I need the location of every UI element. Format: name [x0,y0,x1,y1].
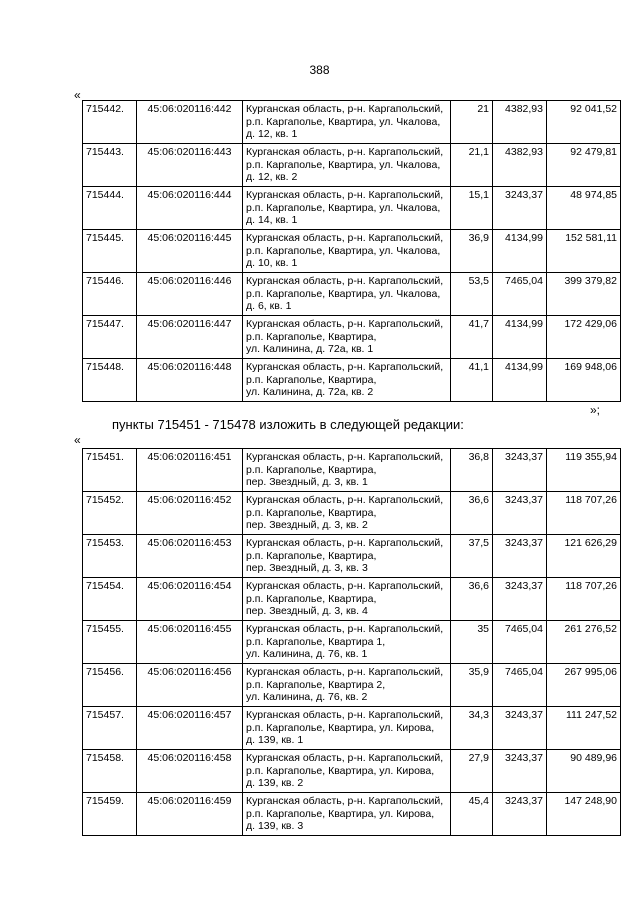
address-line: Курганская область, р-н. Каргапольский, [246,275,444,287]
cadastral-number-cell: 45:06:020116:447 [137,316,243,359]
unit-price-cell: 3243,37 [493,750,547,793]
property-table-2-body [83,449,621,836]
area-cell: 36,9 [451,230,493,273]
row-number-cell: 715457. [83,707,137,750]
row-number-cell: 715458. [83,750,137,793]
address-line: р.п. Каргаполье, Квартира, [246,330,377,343]
unit-price-cell: 7465,04 [493,664,547,707]
unit-price-cell: 4134,99 [493,359,547,402]
address-line: р.п. Каргаполье, Квартира, ул. Кирова, [246,721,435,734]
address-line: пер. Звездный, д. 3, кв. 4 [246,605,368,617]
address-line: ул. Калинина, д. 72а, кв. 1 [246,343,374,355]
total-value-cell: 399 379,82 [547,273,621,316]
address-line: Курганская область, р-н. Каргапольский, [246,146,444,158]
unit-price-cell: 3243,37 [493,492,547,535]
table-row [83,664,621,707]
address-line: д. 12, кв. 2 [246,171,298,183]
unit-price-cell: 3243,37 [493,449,547,492]
address-line: Курганская область, р-н. Каргапольский, [246,537,444,549]
total-value-cell: 121 626,29 [547,535,621,578]
address-cell [243,449,451,492]
address-line: р.п. Каргаполье, Квартира, [246,549,377,562]
address-line: Курганская область, р-н. Каргапольский, [246,451,444,463]
total-value-cell: 172 429,06 [547,316,621,359]
cadastral-number-cell: 45:06:020116:443 [137,144,243,187]
address-line: р.п. Каргаполье, Квартира, ул. Чкалова, [246,158,441,171]
address-line: Курганская область, р-н. Каргапольский, [246,752,444,764]
area-cell: 27,9 [451,750,493,793]
row-number-cell: 715446. [83,273,137,316]
page-number: 388 [309,63,330,77]
address-line: Курганская область, р-н. Каргапольский, [246,666,444,678]
table-row [83,273,621,316]
address-cell [243,316,451,359]
address-line: д. 139, кв. 2 [246,777,304,789]
area-cell: 41,1 [451,359,493,402]
total-value-cell: 152 581,11 [547,230,621,273]
area-cell: 36,6 [451,492,493,535]
address-line: р.п. Каргаполье, Квартира 1, [246,635,386,648]
address-line: Курганская область, р-н. Каргапольский, [246,189,444,201]
row-number-cell: 715455. [83,621,137,664]
opening-quote-2: « [74,433,81,447]
row-number-cell: 715453. [83,535,137,578]
address-line: д. 14, кв. 1 [246,214,298,226]
table-row [83,492,621,535]
address-line: ул. Калинина, д. 76, кв. 1 [246,648,368,660]
total-value-cell: 119 355,94 [547,449,621,492]
closing-quote: »; [590,403,601,417]
address-line: д. 139, кв. 3 [246,820,304,832]
area-cell: 36,8 [451,449,493,492]
area-cell: 15,1 [451,187,493,230]
unit-price-cell: 4134,99 [493,316,547,359]
address-line: р.п. Каргаполье, Квартира, ул. Чкалова, [246,287,441,300]
address-cell [243,273,451,316]
area-cell: 35,9 [451,664,493,707]
unit-price-cell: 3243,37 [493,578,547,621]
unit-price-cell: 3243,37 [493,793,547,836]
total-value-cell: 261 276,52 [547,621,621,664]
table-row [83,793,621,836]
area-cell: 41,7 [451,316,493,359]
cadastral-number-cell: 45:06:020116:444 [137,187,243,230]
address-cell [243,793,451,836]
cadastral-number-cell: 45:06:020116:451 [137,449,243,492]
table-row [83,750,621,793]
address-cell [243,144,451,187]
cadastral-number-cell: 45:06:020116:455 [137,621,243,664]
row-number-cell: 715454. [83,578,137,621]
address-line: Курганская область, р-н. Каргапольский, [246,318,444,330]
unit-price-cell: 3243,37 [493,535,547,578]
row-number-cell: 715442. [83,101,137,144]
table-row [83,621,621,664]
unit-price-cell: 7465,04 [493,273,547,316]
address-line: Курганская область, р-н. Каргапольский, [246,795,444,807]
table-row [83,578,621,621]
property-table-1-body [83,101,621,402]
address-cell [243,187,451,230]
cadastral-number-cell: 45:06:020116:453 [137,535,243,578]
row-number-cell: 715448. [83,359,137,402]
address-cell [243,535,451,578]
table-row [83,359,621,402]
cadastral-number-cell: 45:06:020116:459 [137,793,243,836]
area-cell: 35 [451,621,493,664]
address-line: д. 12, кв. 1 [246,128,298,140]
row-number-cell: 715443. [83,144,137,187]
address-cell [243,492,451,535]
address-line: р.п. Каргаполье, Квартира, [246,463,377,476]
address-line: д. 10, кв. 1 [246,257,298,269]
address-cell [243,359,451,402]
row-number-cell: 715447. [83,316,137,359]
address-line: р.п. Каргаполье, Квартира, [246,506,377,519]
table-row [83,230,621,273]
address-cell [243,750,451,793]
unit-price-cell: 4134,99 [493,230,547,273]
total-value-cell: 118 707,26 [547,578,621,621]
address-line: р.п. Каргаполье, Квартира, [246,373,377,386]
total-value-cell: 111 247,52 [547,707,621,750]
address-cell [243,621,451,664]
row-number-cell: 715451. [83,449,137,492]
address-line: Курганская область, р-н. Каргапольский, [246,623,444,635]
address-line: д. 6, кв. 1 [246,300,292,312]
area-cell: 53,5 [451,273,493,316]
cadastral-number-cell: 45:06:020116:446 [137,273,243,316]
address-line: р.п. Каргаполье, Квартира, ул. Кирова, [246,807,435,820]
address-line: пер. Звездный, д. 3, кв. 1 [246,476,368,488]
row-number-cell: 715456. [83,664,137,707]
cadastral-number-cell: 45:06:020116:452 [137,492,243,535]
address-cell [243,578,451,621]
address-line: р.п. Каргаполье, Квартира, [246,592,377,605]
table-row [83,144,621,187]
unit-price-cell: 3243,37 [493,187,547,230]
address-cell [243,101,451,144]
unit-price-cell: 4382,93 [493,144,547,187]
cadastral-number-cell: 45:06:020116:448 [137,359,243,402]
address-line: р.п. Каргаполье, Квартира, ул. Чкалова, [246,244,441,257]
unit-price-cell: 3243,37 [493,707,547,750]
amendment-instruction: пункты 715451 - 715478 изложить в следующей редакции: [112,417,464,432]
address-cell [243,664,451,707]
unit-price-cell: 7465,04 [493,621,547,664]
table-row [83,449,621,492]
address-line: Курганская область, р-н. Каргапольский, [246,361,444,373]
cadastral-number-cell: 45:06:020116:458 [137,750,243,793]
table-row [83,187,621,230]
opening-quote: « [74,88,81,102]
address-line: ул. Калинина, д. 72а, кв. 2 [246,386,374,398]
address-line: р.п. Каргаполье, Квартира, ул. Чкалова, [246,201,441,214]
area-cell: 21 [451,101,493,144]
address-cell [243,230,451,273]
total-value-cell: 92 041,52 [547,101,621,144]
cadastral-number-cell: 45:06:020116:457 [137,707,243,750]
total-value-cell: 48 974,85 [547,187,621,230]
area-cell: 36,6 [451,578,493,621]
table-row [83,535,621,578]
property-table-1 [82,100,621,402]
total-value-cell: 147 248,90 [547,793,621,836]
table-row [83,316,621,359]
total-value-cell: 118 707,26 [547,492,621,535]
area-cell: 34,3 [451,707,493,750]
unit-price-cell: 4382,93 [493,101,547,144]
address-line: Курганская область, р-н. Каргапольский, [246,103,444,115]
address-line: Курганская область, р-н. Каргапольский, [246,580,444,592]
address-line: Курганская область, р-н. Каргапольский, [246,232,444,244]
row-number-cell: 715452. [83,492,137,535]
property-table-2 [82,448,621,836]
address-line: ул. Калинина, д. 76, кв. 2 [246,691,368,703]
address-line: пер. Звездный, д. 3, кв. 2 [246,519,368,531]
area-cell: 21,1 [451,144,493,187]
address-line: р.п. Каргаполье, Квартира 2, [246,678,386,691]
table-row [83,101,621,144]
area-cell: 37,5 [451,535,493,578]
address-line: р.п. Каргаполье, Квартира, ул. Кирова, [246,764,435,777]
total-value-cell: 169 948,06 [547,359,621,402]
address-line: пер. Звездный, д. 3, кв. 3 [246,562,368,574]
total-value-cell: 92 479,81 [547,144,621,187]
table-row [83,707,621,750]
cadastral-number-cell: 45:06:020116:456 [137,664,243,707]
total-value-cell: 90 489,96 [547,750,621,793]
cadastral-number-cell: 45:06:020116:454 [137,578,243,621]
cadastral-number-cell: 45:06:020116:445 [137,230,243,273]
total-value-cell: 267 995,06 [547,664,621,707]
address-line: Курганская область, р-н. Каргапольский, [246,709,444,721]
address-line: р.п. Каргаполье, Квартира, ул. Чкалова, [246,115,441,128]
address-line: д. 139, кв. 1 [246,734,304,746]
row-number-cell: 715459. [83,793,137,836]
row-number-cell: 715444. [83,187,137,230]
cadastral-number-cell: 45:06:020116:442 [137,101,243,144]
row-number-cell: 715445. [83,230,137,273]
address-line: Курганская область, р-н. Каргапольский, [246,494,444,506]
area-cell: 45,4 [451,793,493,836]
address-cell [243,707,451,750]
